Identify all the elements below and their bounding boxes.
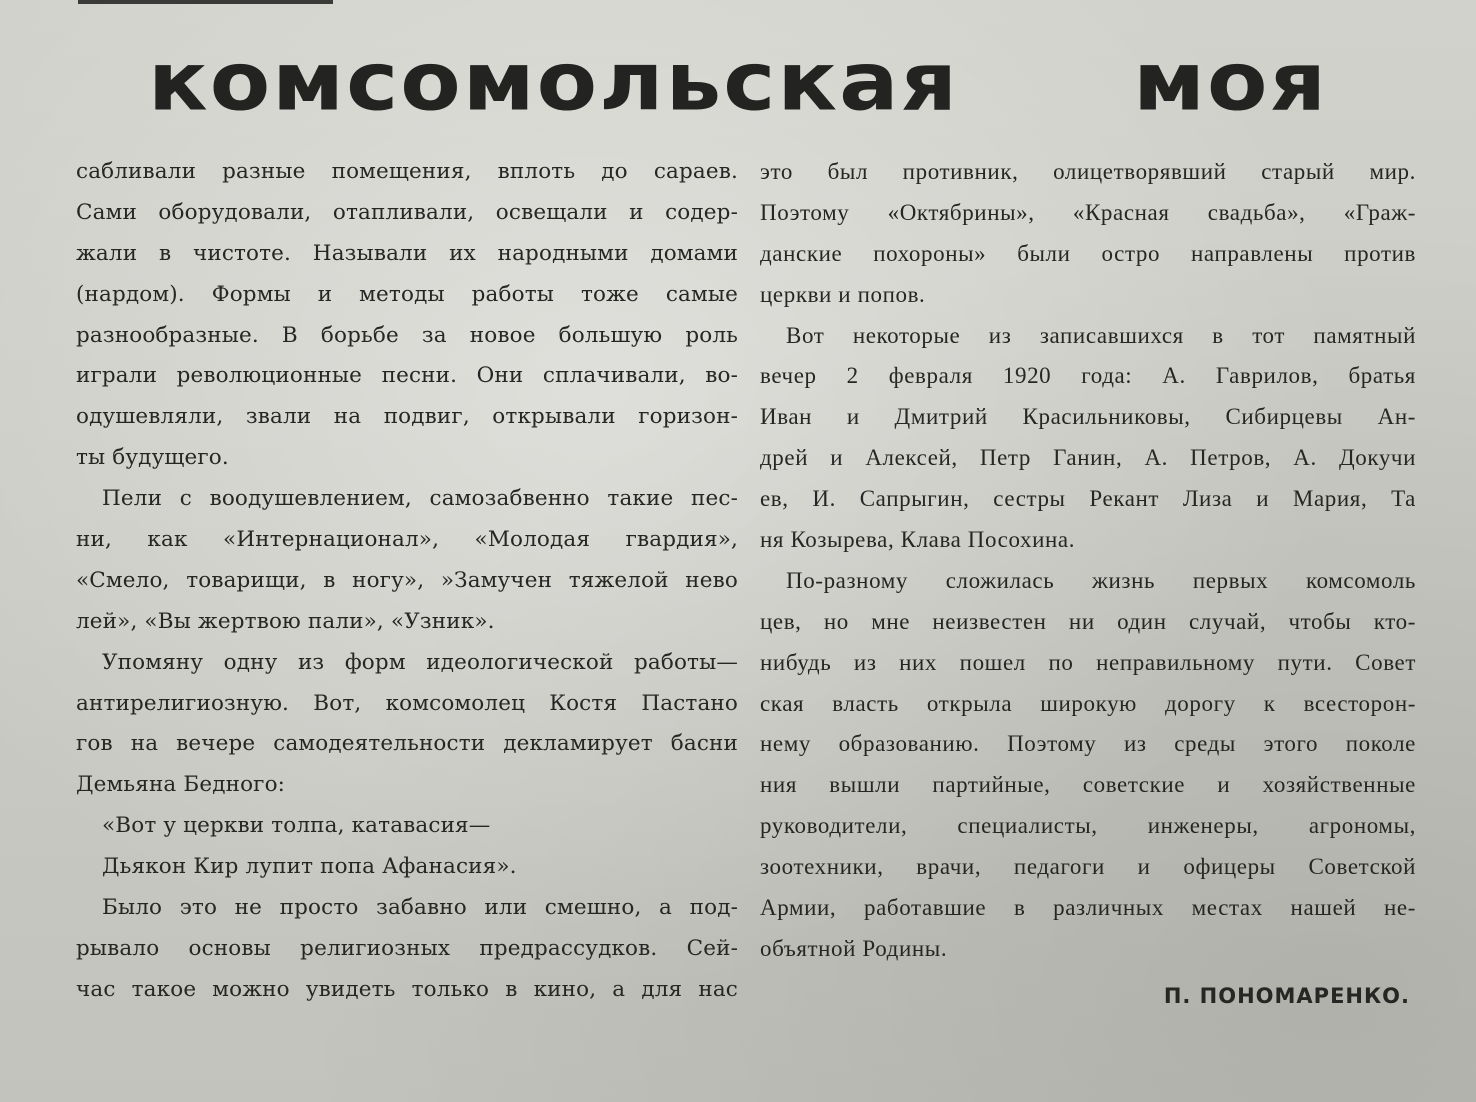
- text-line: ев, И. Сапрыгин, сестры Рекант Лиза и Мария, Та: [760, 486, 1416, 512]
- text-line: нему образованию. Поэтому из среды этого поколе: [760, 731, 1416, 757]
- text-line: антирелигиозную. Вот, комсомолец Костя Пастано: [76, 690, 738, 716]
- text-line: сабливали разные помещения, вплоть до сараев.: [76, 159, 738, 184]
- text-line: руководители, специалисты, инженеры, агрономы,: [760, 813, 1416, 839]
- text-line: «Смело, товарищи, в ногу», »Замучен тяжелой нево: [76, 567, 738, 593]
- text-line: разнообразные. В борьбе за новое большую роль: [76, 322, 738, 348]
- headline-word-1: комсомольская: [148, 34, 959, 129]
- text-line: Иван и Дмитрий Красильниковы, Сибирцевы Ан-: [760, 404, 1416, 430]
- text-line: (нардом). Формы и методы работы тоже самые: [76, 281, 738, 307]
- text-line: Вот некоторые из записавшихся в тот памятный: [786, 322, 1416, 348]
- text-line: Сами оборудовали, отапливали, освещали и содер-: [76, 199, 738, 225]
- text-line: это был противник, олицетворявший старый мир.: [760, 159, 1416, 184]
- article-headline: [148, 36, 1328, 128]
- text-line: одушевляли, звали на подвиг, открывали горизон-: [76, 404, 738, 430]
- text-line: дрей и Алексей, Петр Ганин, А. Петров, А. Докучи: [760, 445, 1416, 471]
- text-line: объятной Родины.: [760, 935, 948, 961]
- text-line: жали в чистоте. Называли их народными домами: [76, 240, 738, 266]
- author-signature: П. ПОНОМАРЕНКО.: [1163, 984, 1410, 1008]
- text-line: ская власть открыла широкую дорогу к всесторон-: [760, 690, 1416, 716]
- text-line: Дьякон Кир лупит попа Афанасия».: [102, 854, 517, 880]
- text-line: ня Козырева, Клава Посохина.: [760, 527, 1076, 553]
- left-text-column: [76, 152, 738, 1011]
- text-line: Пели с воодушевлением, самозабвенно такие пес-: [102, 486, 738, 512]
- right-text-column: [760, 152, 1416, 970]
- headline-word-2: моя: [1133, 34, 1328, 129]
- text-line: ты будущего.: [76, 445, 229, 471]
- text-line: церкви и попов.: [760, 281, 926, 307]
- text-line: гов на вечере самодеятельности декламирует басни: [76, 731, 738, 757]
- text-line: Было это не просто забавно или смешно, а под-: [102, 895, 738, 921]
- text-line: зоотехники, врачи, педагоги и офицеры Советской: [760, 854, 1416, 880]
- text-line: лей», «Вы жертвою пали», «Узник».: [76, 608, 495, 634]
- text-line: цев, но мне неизвестен ни один случай, чтобы кто-: [760, 608, 1416, 634]
- text-line: нибудь из них пошел по неправильному пути. Совет: [760, 649, 1416, 675]
- text-line: час такое можно увидеть только в кино, а для нас: [76, 976, 738, 1002]
- text-line: По-разному сложилась жизнь первых комсомоль: [786, 567, 1416, 593]
- text-line: ния вышли партийные, советские и хозяйственные: [760, 772, 1416, 798]
- text-line: Армии, работавшие в различных местах нашей не-: [760, 895, 1416, 921]
- text-line: Поэтому «Октябрины», «Красная свадьба», «Граж-: [760, 199, 1416, 225]
- text-line: Демьяна Бедного:: [76, 772, 286, 798]
- top-rule-divider: [78, 0, 333, 4]
- text-line: «Вот у церкви толпа, катавасия—: [102, 813, 491, 839]
- text-line: рывало основы религиозных предрассудков. Сей-: [76, 935, 738, 961]
- text-line: данские похороны» были остро направлены против: [760, 240, 1416, 266]
- text-line: ни, как «Интернационал», «Молодая гвардия»,: [76, 527, 738, 553]
- text-line: вечер 2 февраля 1920 года: А. Гаврилов, братья: [760, 363, 1416, 389]
- text-line: играли революционные песни. Они сплачивали, во-: [76, 363, 738, 389]
- text-line: Упомяну одну из форм идеологической работы—: [102, 649, 738, 675]
